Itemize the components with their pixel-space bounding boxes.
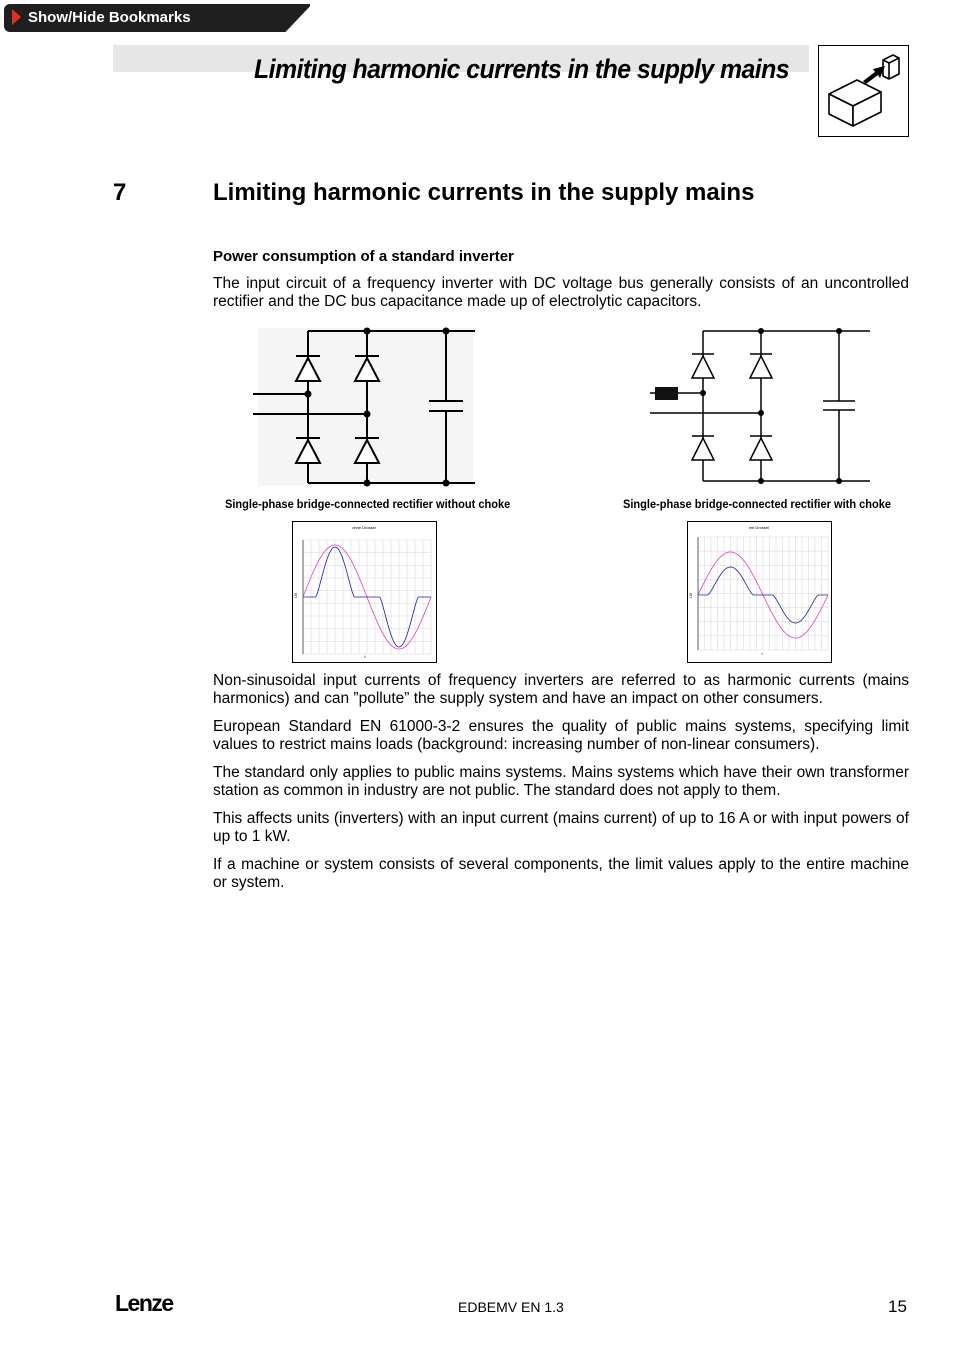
subheading: Power consumption of a standard inverter — [213, 248, 514, 265]
rectifier-circuit-without-choke — [253, 326, 478, 488]
document-id: EDBEMV EN 1.3 — [458, 1299, 564, 1315]
triangle-right-icon — [12, 9, 21, 25]
header-title: Limiting harmonic currents in the supply mains — [254, 54, 789, 84]
choke-symbol — [655, 387, 678, 400]
page-number: 15 — [888, 1297, 907, 1316]
rectifier-circuit-with-choke — [650, 326, 872, 488]
plot-xlabel: t — [364, 654, 366, 659]
figure-caption-right: Single-phase bridge-connected rectifier with choke — [622, 497, 892, 511]
section-title: Limiting harmonic currents in the supply mains — [213, 179, 755, 206]
paragraph-standard: European Standard EN 61000-3-2 ensures the quality of public mains systems, specifying limit values to restrict mains loads (background: increasing number of non-linear consumers). — [213, 718, 909, 753]
plot-title: ohne Drossel — [352, 525, 376, 530]
plot-ylabel: U/I — [293, 592, 298, 598]
paragraph-public-mains: The standard only applies to public mains systems. Mains systems which have their own transformer station as common in industry are not public. The standard does not apply to them. — [213, 764, 909, 799]
plot-ylabel: U/I — [688, 592, 693, 598]
paragraph-machine: If a machine or system consists of several components, the limit values apply to the entire machine or system. — [213, 856, 909, 891]
section-number: 7 — [113, 179, 127, 206]
figure-caption-left: Single-phase bridge-connected rectifier without choke — [225, 497, 511, 511]
intro-paragraph: The input circuit of a frequency inverter with DC voltage bus generally consists of an uncontrolled rectifier and the DC bus capacitance made up of electrolytic capacitors. — [213, 275, 909, 310]
waveform-plot-with-choke — [687, 521, 832, 663]
paragraph-harmonics: Non-sinusoidal input currents of frequency inverters are referred to as harmonic currents (mains harmonics) and can ”pollute” the supply system and have an impact on other consumers. — [213, 672, 909, 707]
lenze-logo: Lenze — [115, 1290, 173, 1316]
show-hide-bookmarks-label[interactable]: Show/Hide Bookmarks — [28, 9, 191, 26]
plot-title: mit Drossel — [748, 525, 770, 530]
waveform-plot-without-choke — [292, 521, 437, 663]
header-icon-frame — [818, 45, 909, 137]
module-insert-icon — [819, 46, 908, 136]
paragraph-limits: This affects units (inverters) with an input current (mains current) of up to 16 A or with input powers of up to 1 kW. — [213, 810, 909, 845]
plot-xlabel: t — [761, 651, 763, 656]
